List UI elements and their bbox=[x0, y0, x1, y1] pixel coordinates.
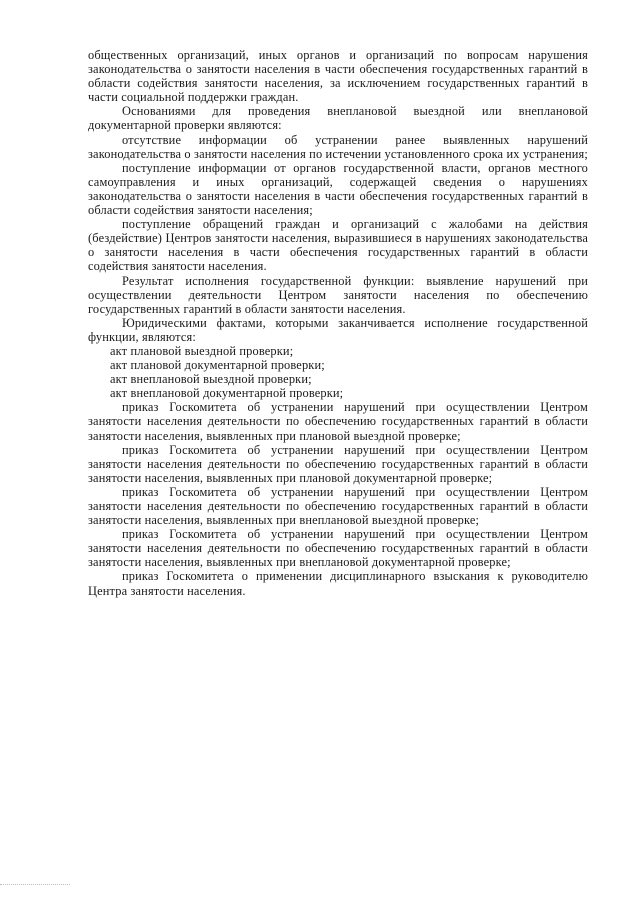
list-item-act-unplanned-documentary: акт внеплановой документарной проверки; bbox=[110, 386, 344, 401]
paragraph-order-unplanned-documentary: приказ Госкомитета об устранении нарушений при осуществлении Центром занятости населения деятельности по обеспечению государственных гарантий в области занятости населения, выявленных при внеплановой документарной проверке; bbox=[88, 527, 588, 570]
paragraph-order-planned-documentary: приказ Госкомитета об устранении нарушений при осуществлении Центром занятости населения деятельности по обеспечению государственных гарантий в области занятости населения, выявленных при плановой документарной проверке; bbox=[88, 442, 588, 485]
paragraph-order-disciplinary: приказ Госкомитета о применении дисциплинарного взыскания к руководителю Центра занятости населения. bbox=[88, 569, 588, 598]
paragraph-ground-authorities-info: поступление информации от органов государственной власти, органов местного самоуправления и иных организаций, содержащей сведения о нарушениях законодательства о занятости населения в части обеспечения государственных гарантий в области содействия занятости населения; bbox=[88, 160, 588, 218]
paragraph-ground-complaints: поступление обращений граждан и организаций с жалобами на действия (бездействие) Центров занятости населения, выразившиеся в нарушениях законодательства о занятости населения в части обеспечения государственных гарантий в области содействия занятости населения. bbox=[88, 217, 588, 274]
paragraph-order-planned-onsite: приказ Госкомитета об устранении нарушений при осуществлении Центром занятости населения деятельности по обеспечению государственных гарантий в области занятости населения, выявленных при плановой выездной проверке; bbox=[88, 400, 588, 443]
paragraph-order-unplanned-onsite: приказ Госкомитета об устранении нарушений при осуществлении Центром занятости населения деятельности по обеспечению государственных гарантий в области занятости населения, выявленных при внеплановой выездной проверке; bbox=[88, 484, 588, 528]
scan-edge-mark bbox=[0, 884, 70, 885]
paragraph-intro-continuation: общественных организаций, иных органов и организаций по вопросам нарушения законодательства о занятости населения в части обеспечения государственных гарантий в области содействия занятости населения, за исключением государственных гарантий в части социальной поддержки граждан. bbox=[88, 48, 588, 105]
paragraph-ground-no-info: отсутствие информации об устранении ранее выявленных нарушений законодательства о занятости населения по истечении установленного срока их устранения; bbox=[88, 132, 588, 161]
list-item-act-planned-documentary: акт плановой документарной проверки; bbox=[110, 358, 325, 373]
list-item-act-planned-onsite: акт плановой выездной проверки; bbox=[110, 343, 294, 358]
paragraph-legal-facts: Юридическими фактами, которыми заканчивается исполнение государственной функции, являются: bbox=[88, 315, 588, 344]
paragraph-result: Результат исполнения государственной функции: выявление нарушений при осуществлении деятельности Центром занятости населения по обеспечению государственных гарантий в области занятости населения. bbox=[88, 273, 588, 316]
paragraph-grounds-heading: Основаниями для проведения внеплановой выездной или внеплановой документарной проверки являются: bbox=[88, 104, 588, 133]
list-item-act-unplanned-onsite: акт внеплановой выездной проверки; bbox=[110, 372, 312, 387]
